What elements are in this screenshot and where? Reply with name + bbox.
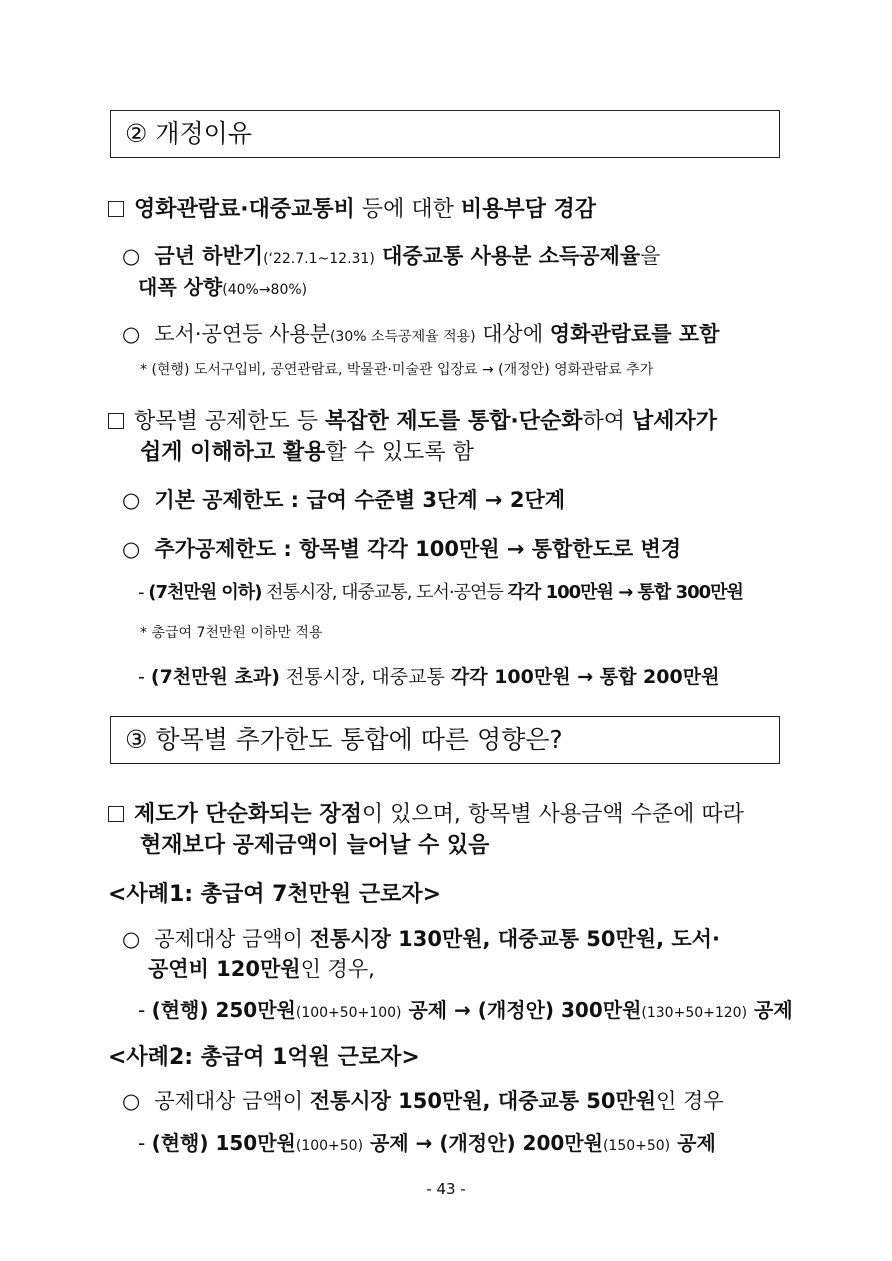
text-bold: (현행) 150만원 [151, 1131, 296, 1155]
text-bold: 공제 → (개정안) 300만원 [401, 998, 642, 1022]
text-bold: 제도가 단순화되는 장점 [134, 802, 362, 827]
dash-marker: - [138, 1131, 146, 1155]
case1-bullet [122, 923, 720, 953]
bullet-transport-rate-cont [138, 271, 307, 300]
text-bold: 각각 100만원 → 통합 200만원 [450, 666, 720, 688]
text-bold: 추가공제한도 : 항목별 각각 100만원 → 통합한도로 변경 [154, 537, 682, 561]
text-bold: 기본 공제한도 : 급여 수준별 3단계 → 2단계 [154, 488, 566, 512]
square-bullet-icon [108, 806, 124, 822]
text-bold: 전통시장 130만원, 대중교통 50만원, 도서· [309, 927, 720, 951]
circle-bullet-icon: ○ [122, 1089, 141, 1113]
text: 인 경우, [300, 957, 375, 981]
case2-bullet [122, 1085, 724, 1115]
text-bold: 공제 → (개정안) 200만원 [363, 1131, 603, 1155]
case2-dash [138, 1127, 716, 1156]
note-under-70m: * 총급여 7천만원 이하만 적용 [140, 625, 323, 641]
case1-heading: <사례1: 총급여 7천만원 근로자> [108, 882, 442, 907]
page-number: - 43 - [426, 1180, 466, 1198]
circle-bullet-icon: ○ [122, 927, 141, 951]
text-bold: (7천만원 초과) [150, 666, 280, 688]
text-bold: 공연비 120만원 [148, 957, 301, 981]
text: 전통시장, 대중교통, 도서·공연등 [261, 582, 508, 603]
text-small: (40%→80%) [222, 282, 308, 298]
text-small: (‘22.7.1~12.31) [263, 251, 375, 267]
case1-bullet-cont [148, 953, 375, 983]
circle-bullet-icon: ○ [122, 488, 141, 512]
text-small: (30% 소득공제율 적용) [329, 329, 476, 345]
circle-bullet-icon: ○ [122, 244, 141, 268]
bullet-additional-limit [122, 533, 681, 563]
circle-bullet-icon: ○ [122, 537, 141, 561]
circle-bullet-icon: ○ [122, 322, 141, 346]
note-current-vs-revised: * (현행) 도서구입비, 공연관람료, 박물관·미술관 입장료 → (개정안) 영화관람료 추가 [140, 362, 654, 378]
text-bold: 전통시장 150만원, 대중교통 50만원 [309, 1089, 657, 1113]
case2-heading: <사례2: 총급여 1억원 근로자> [108, 1045, 420, 1070]
text-bold: 대폭 상향 [138, 275, 223, 299]
paragraph-simplification-cont [140, 435, 474, 466]
section-heading-text: ③ 항목별 추가한도 통합에 따른 영향은? [125, 725, 563, 754]
bullet-basic-limit [122, 484, 565, 514]
section-heading-impact [110, 716, 780, 764]
text-small: (150+50) [602, 1138, 671, 1154]
text-bold: 납세자가 [631, 409, 717, 434]
text-bold: 현재보다 공제금액이 늘어날 수 있음 [140, 833, 490, 858]
dash-over-70m [138, 662, 719, 689]
text: 대상에 [475, 322, 550, 346]
text-bold: 영화관람료·대중교통비 [134, 197, 355, 222]
text-bold: 각각 100만원 → 통합 300만원 [507, 582, 743, 603]
text: 공제대상 금액이 [154, 1089, 310, 1113]
dash-marker: - [138, 998, 146, 1022]
square-bullet-icon [108, 413, 124, 429]
text: 인 경우 [656, 1089, 724, 1113]
text: 하여 [582, 409, 632, 434]
case1-dash [138, 994, 793, 1023]
square-bullet-icon [108, 201, 124, 217]
text-bold: 대중교통 사용분 소득공제율 [374, 244, 641, 268]
text-bold: 공제 [747, 998, 793, 1022]
text-bold: 공제 [670, 1131, 716, 1155]
text-bold: 비용부담 경감 [460, 197, 597, 222]
text: 항목별 공제한도 등 [134, 409, 325, 434]
text: 이 있으며, 항목별 사용금액 수준에 따라 [361, 802, 744, 827]
paragraph-advantage-cont [140, 828, 489, 859]
text-bold: 영화관람료를 포함 [549, 322, 720, 346]
paragraph-simplification [108, 404, 717, 435]
text: 전통시장, 대중교통 [279, 666, 451, 688]
dash-marker: - [138, 666, 145, 688]
text: 을 [640, 244, 661, 268]
dash-marker: - [138, 582, 144, 603]
text-bold: 쉽게 이해하고 활용 [140, 440, 326, 465]
text: 등에 대한 [354, 197, 461, 222]
text-bold: (현행) 250만원 [151, 998, 296, 1022]
dash-under-70m [138, 578, 743, 604]
text: 도서·공연등 사용분 [154, 322, 330, 346]
paragraph-advantage [108, 797, 744, 828]
text-bold: 복잡한 제도를 통합·단순화 [325, 409, 583, 434]
text-small: (130+50+120) [641, 1005, 748, 1021]
text-small: (100+50+100) [295, 1005, 402, 1021]
section-heading-text: ② 개정이유 [125, 119, 252, 148]
bullet-movie-inclusion [122, 318, 719, 348]
text-bold: (7천만원 이하) [148, 582, 262, 603]
text: 공제대상 금액이 [154, 927, 310, 951]
paragraph-cost-relief [108, 192, 596, 223]
text-bold: 금년 하반기 [154, 244, 264, 268]
section-heading-reason [110, 110, 780, 158]
text: 할 수 있도록 함 [325, 440, 474, 465]
bullet-transport-rate [122, 240, 660, 270]
text-small: (100+50) [295, 1138, 364, 1154]
